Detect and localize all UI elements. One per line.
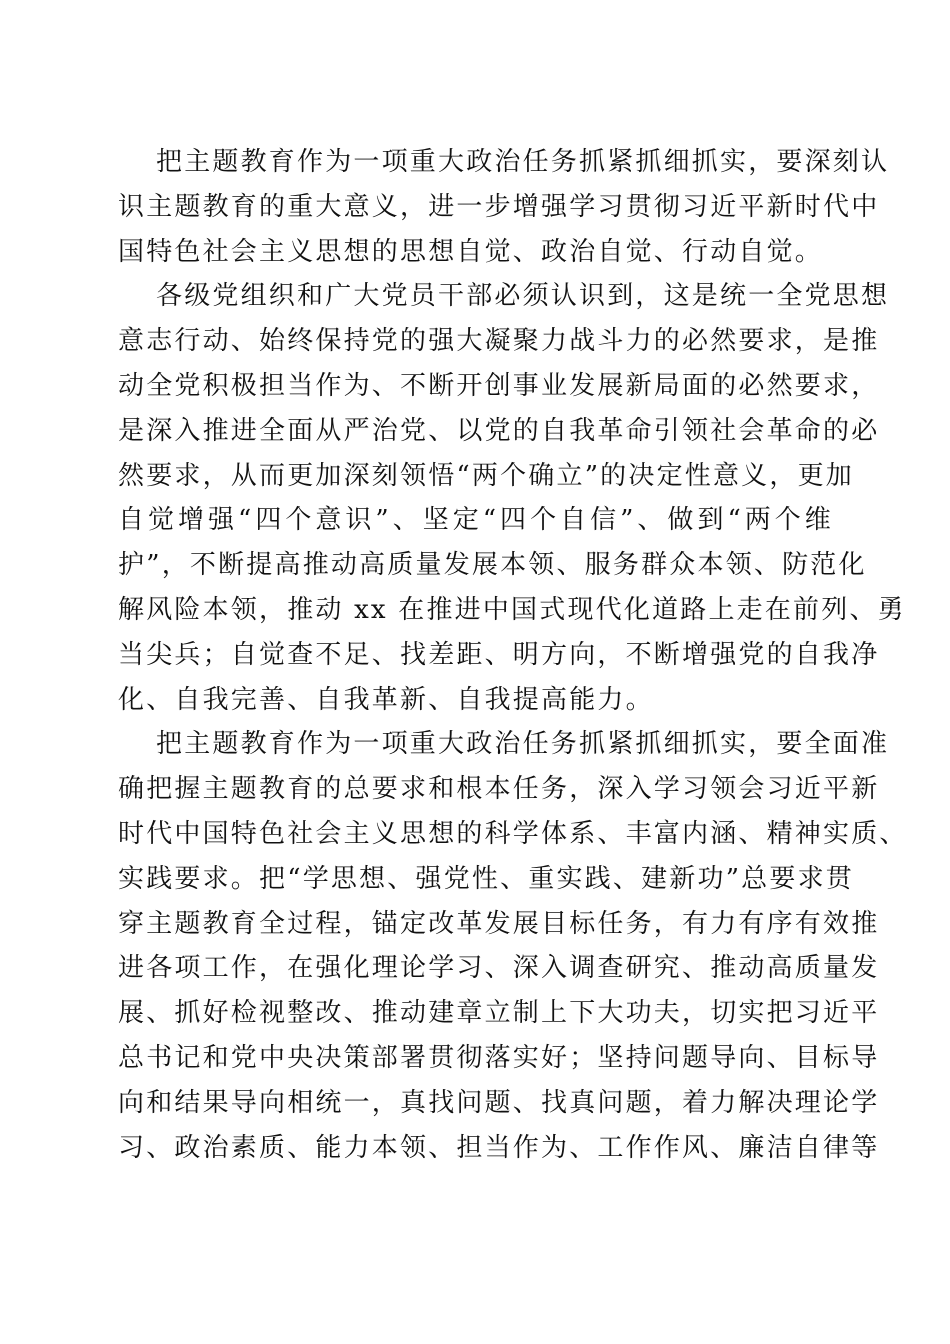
- paragraph-1: [118, 140, 890, 274]
- paragraph-2: [118, 274, 906, 722]
- text-line: 然要求，从而更加深刻领悟“两个确立”的决定性意义，更加: [118, 460, 854, 491]
- text-line: 自觉增强“四个意识”、坚定“四个自信”、做到“两个维: [118, 505, 833, 536]
- text-line: 穿主题教育全过程，锚定改革发展目标任务，有力有序有效推: [118, 908, 880, 939]
- text-line: 解风险本领，推动 xx 在推进中国式现代化道路上走在前列、勇: [118, 594, 906, 625]
- text-line: 总书记和党中央决策部署贯彻落实好；坚持问题导向、目标导: [118, 1042, 880, 1073]
- paragraph-3: [118, 722, 908, 1170]
- text-line: 当尖兵；自觉查不足、找差距、明方向，不断增强党的自我净: [118, 639, 880, 670]
- text-line: 实践要求。把“学思想、强党性、重实践、建新功”总要求贯: [118, 863, 854, 894]
- text-line: 动全党积极担当作为、不断开创事业发展新局面的必然要求，: [118, 370, 880, 401]
- text-line: 展、抓好检视整改、推动建章立制上下大功夫，切实把习近平: [118, 998, 880, 1029]
- text-line: 是深入推进全面从严治党、以党的自我革命引领社会革命的必: [118, 415, 880, 446]
- text-line: 识主题教育的重大意义，进一步增强学习贯彻习近平新时代中: [118, 191, 880, 222]
- document-body: [118, 140, 908, 1170]
- text-line: 各级党组织和广大党员干部必须认识到，这是统一全党思想: [156, 281, 890, 312]
- text-line: 确把握主题教育的总要求和根本任务，深入学习领会习近平新: [118, 774, 880, 805]
- text-line: 把主题教育作为一项重大政治任务抓紧抓细抓实，要全面准: [156, 729, 890, 760]
- text-line: 习、政治素质、能力本领、担当作为、工作作风、廉洁自律等: [118, 1132, 880, 1163]
- text-line: 把主题教育作为一项重大政治任务抓紧抓细抓实，要深刻认: [156, 147, 890, 177]
- text-line: 意志行动、始终保持党的强大凝聚力战斗力的必然要求，是推: [118, 326, 880, 357]
- text-line: 时代中国特色社会主义思想的科学体系、丰富内涵、精神实质、: [118, 818, 908, 849]
- text-line: 国特色社会主义思想的思想自觉、政治自觉、行动自觉。: [118, 236, 824, 267]
- text-line: 进各项工作，在强化理论学习、深入调查研究、推动高质量发: [118, 953, 880, 984]
- text-line: 护”，不断提高推动高质量发展本领、服务群众本领、防范化: [118, 550, 867, 581]
- text-line: 向和结果导向相统一，真找问题、找真问题，着力解决理论学: [118, 1087, 880, 1118]
- text-line: 化、自我完善、自我革新、自我提高能力。: [118, 684, 654, 715]
